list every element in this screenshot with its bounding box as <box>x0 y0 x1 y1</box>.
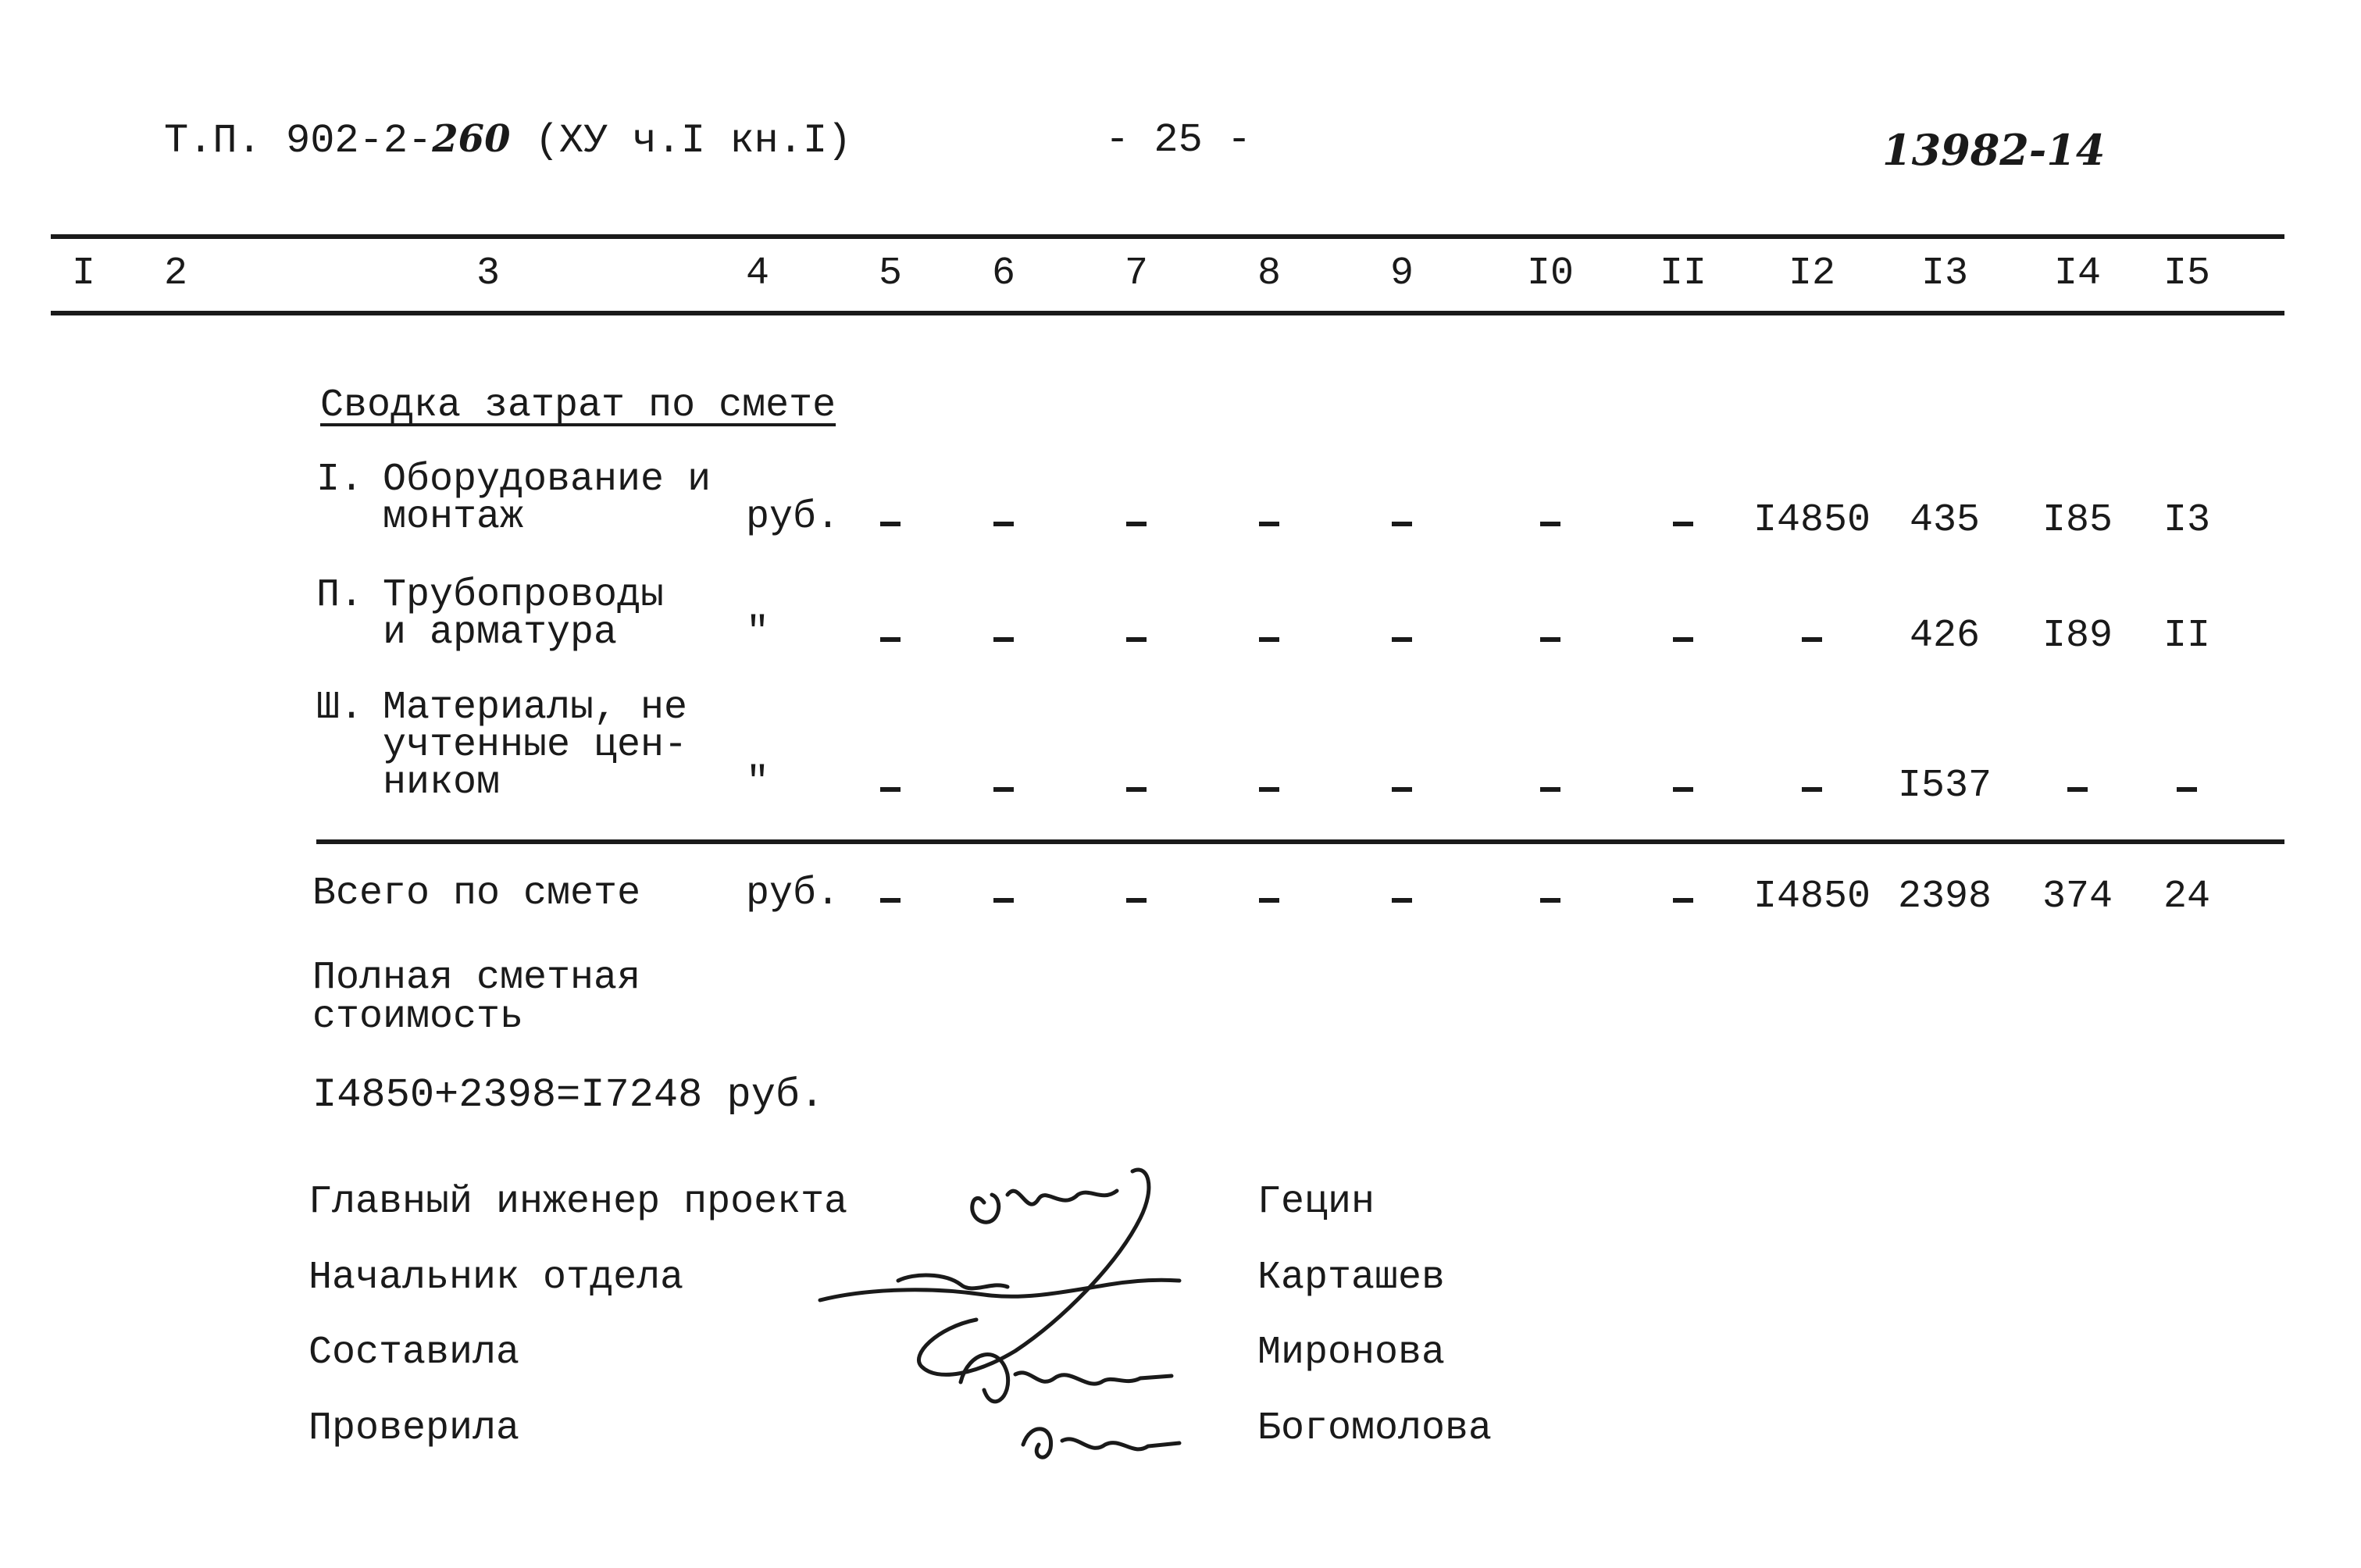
doc-ref-prefix: Т.П. 902-2- <box>164 118 433 164</box>
summary-row-empty-cell <box>1540 522 1560 526</box>
column-number-11: II <box>1659 251 1707 296</box>
total-empty-cell <box>1540 898 1560 903</box>
summary-row-empty-cell <box>993 522 1014 526</box>
total-col13: 2398 <box>1897 875 1992 919</box>
summary-row-empty-cell <box>1126 522 1147 526</box>
full-cost-formula: I4850+2398=I7248 руб. <box>312 1072 825 1118</box>
column-number-15: I5 <box>2163 251 2211 296</box>
summary-row-empty-cell <box>1673 787 1693 792</box>
column-number-1: I <box>71 251 96 296</box>
column-number-3: 3 <box>476 251 501 296</box>
signature-name: Миронова <box>1257 1331 1446 1375</box>
column-number-9: 9 <box>1389 251 1414 296</box>
total-empty-cell <box>1259 898 1279 903</box>
total-empty-cell <box>993 898 1014 903</box>
summary-row-empty-cell <box>993 787 1014 792</box>
summary-row-number: П. <box>316 573 364 618</box>
summary-row-unit: руб. <box>746 495 840 540</box>
summary-row-label-line: ником <box>383 761 501 805</box>
summary-row-empty-cell <box>1673 522 1693 526</box>
doc-reference <box>164 117 851 164</box>
summary-row-empty-cell <box>1126 637 1147 642</box>
summary-row-empty-cell <box>1392 522 1412 526</box>
summary-row-col15: II <box>2163 614 2211 658</box>
summary-row-col15: I3 <box>2163 498 2211 543</box>
signature-name: Богомолова <box>1257 1406 1493 1451</box>
total-label: Всего по смете <box>312 871 641 916</box>
column-number-4: 4 <box>745 251 770 296</box>
summary-row-empty-cell <box>1259 522 1279 526</box>
header-top-rule <box>51 234 2284 239</box>
summary-row-unit: " <box>746 611 770 655</box>
signature-name: Карташев <box>1257 1256 1446 1300</box>
summary-row-empty-cell <box>1540 787 1560 792</box>
signature-role: Проверила <box>308 1406 520 1451</box>
column-number-13: I3 <box>1921 251 1969 296</box>
summary-row-col12 <box>1802 637 1822 642</box>
header-bottom-rule <box>51 311 2284 315</box>
summary-row-label-line: Оборудование и <box>383 458 712 502</box>
summary-row-col14: I89 <box>2042 614 2113 658</box>
signature-role: Главный инженер проекта <box>308 1180 848 1224</box>
summary-row-empty-cell <box>1673 637 1693 642</box>
column-number-14: I4 <box>2053 251 2102 296</box>
total-empty-cell <box>1126 898 1147 903</box>
column-number-2: 2 <box>163 251 188 296</box>
column-number-8: 8 <box>1257 251 1282 296</box>
total-separator-rule <box>316 839 2284 844</box>
summary-row-empty-cell <box>1392 787 1412 792</box>
total-unit: руб. <box>746 871 840 916</box>
summary-row-empty-cell <box>993 637 1014 642</box>
summary-row-empty-cell <box>880 787 901 792</box>
summary-row-col13: 426 <box>1909 614 1981 658</box>
signature-name: Гецин <box>1257 1180 1375 1224</box>
signature-role: Составила <box>308 1331 520 1375</box>
summary-row-label-line: Материалы, не <box>383 686 688 730</box>
total-col15: 24 <box>2163 875 2211 919</box>
summary-row-col14: I85 <box>2042 498 2113 543</box>
summary-row-col15 <box>2177 787 2197 792</box>
full-cost-label-line2: стоимость <box>312 995 524 1039</box>
summary-row-empty-cell <box>1392 637 1412 642</box>
total-col14: 374 <box>2042 875 2113 919</box>
summary-row-unit: " <box>746 761 770 805</box>
handwritten-signatures <box>804 1156 1242 1484</box>
summary-row-label-line: учтенные цен- <box>383 723 688 768</box>
signature-role: Начальник отдела <box>308 1256 684 1300</box>
summary-row-number: I. <box>316 458 364 502</box>
summary-row-col12: I4850 <box>1753 498 1871 543</box>
summary-row-empty-cell <box>1259 787 1279 792</box>
summary-row-col12 <box>1802 787 1822 792</box>
summary-row-empty-cell <box>880 522 901 526</box>
total-empty-cell <box>1673 898 1693 903</box>
total-empty-cell <box>880 898 901 903</box>
summary-row-label-line: монтаж <box>383 495 524 540</box>
column-number-10: I0 <box>1526 251 1575 296</box>
column-number-5: 5 <box>878 251 903 296</box>
column-number-6: 6 <box>991 251 1016 296</box>
summary-row-col13: I537 <box>1897 764 1992 808</box>
total-col12: I4850 <box>1753 875 1871 919</box>
summary-row-number: Ш. <box>316 686 364 730</box>
summary-row-empty-cell <box>1540 637 1560 642</box>
column-number-12: I2 <box>1788 251 1836 296</box>
full-cost-label-line1: Полная сметная <box>312 956 641 1000</box>
summary-row-label-line: и арматура <box>383 611 618 655</box>
summary-row-label-line: Трубопроводы <box>383 573 665 618</box>
summary-row-col14 <box>2067 787 2088 792</box>
doc-ref-handwritten: 260 <box>432 117 511 161</box>
total-empty-cell <box>1392 898 1412 903</box>
summary-title: Сводка затрат по смете <box>320 383 836 428</box>
summary-row-col13: 435 <box>1909 498 1981 543</box>
doc-ref-suffix: (ХУ ч.I кн.I) <box>534 118 852 164</box>
sheet-code: 13982-14 <box>1882 125 2106 175</box>
summary-row-empty-cell <box>1126 787 1147 792</box>
summary-row-empty-cell <box>880 637 901 642</box>
page-number: - 25 - <box>1105 117 1252 163</box>
column-number-7: 7 <box>1124 251 1149 296</box>
summary-row-empty-cell <box>1259 637 1279 642</box>
